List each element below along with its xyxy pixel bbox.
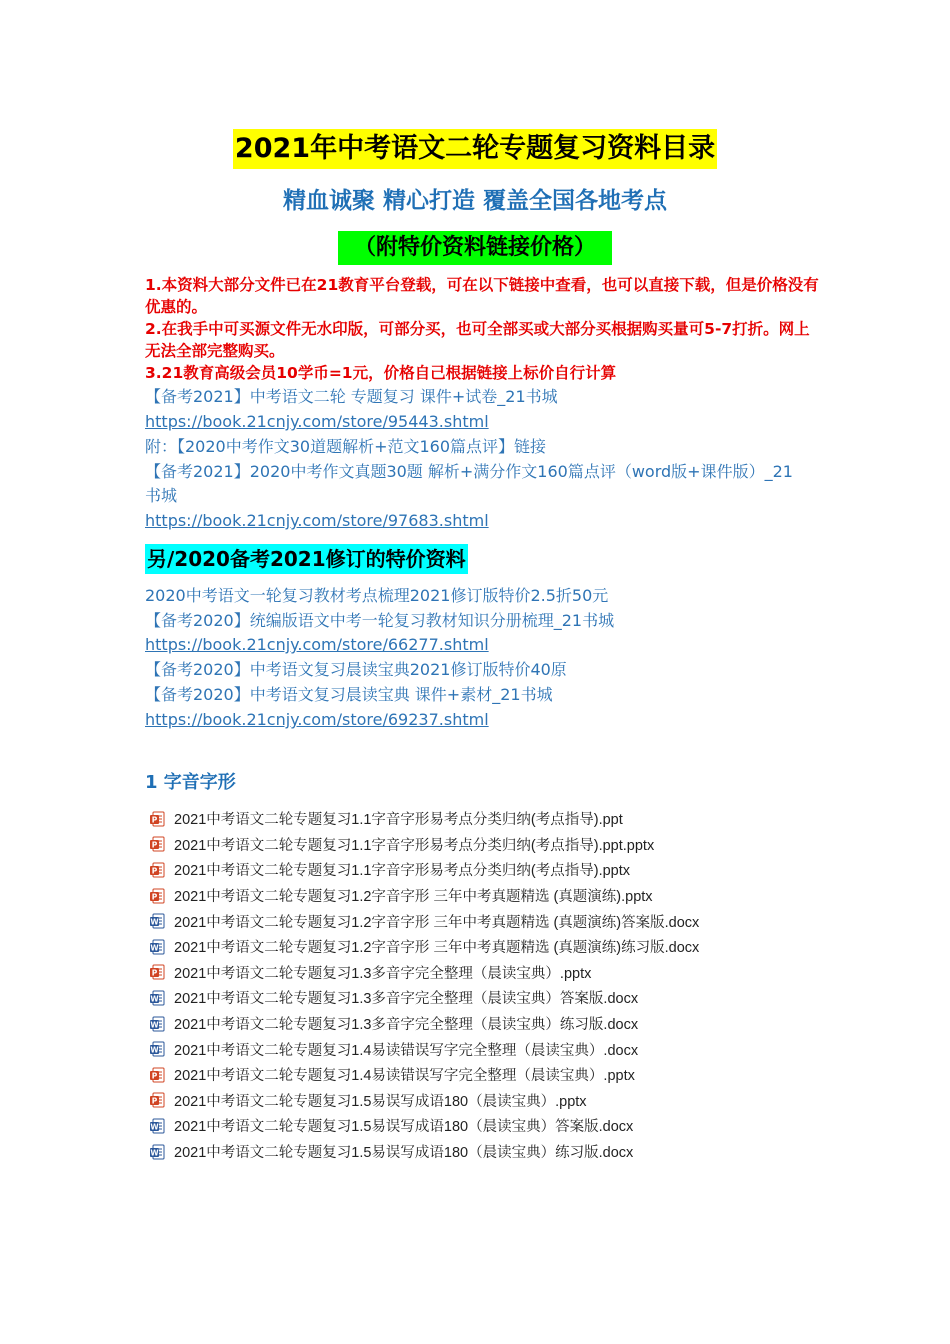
powerpoint-file-icon [149, 836, 165, 852]
file-list-item[interactable] [149, 1011, 699, 1037]
special-section-heading: 另/2020备考2021修订的特价资料 [145, 544, 468, 574]
word-file-icon [149, 913, 165, 929]
file-name: 2021中考语文二轮专题复习1.4易读错误写字完全整理（晨读宝典）.pptx [174, 1068, 635, 1085]
svg-text:P: P [151, 891, 158, 901]
svg-text:P: P [151, 1071, 158, 1081]
svg-text:W: W [150, 1122, 159, 1132]
file-list-item[interactable] [149, 908, 699, 934]
svg-text:P: P [151, 840, 158, 850]
svg-text:W: W [150, 994, 159, 1004]
file-list-item[interactable] [149, 1088, 699, 1114]
file-list-item[interactable] [149, 883, 699, 909]
word-file-icon [149, 1016, 165, 1032]
file-list-item[interactable] [149, 985, 699, 1011]
file-list-item[interactable] [149, 806, 699, 832]
file-name: 2021中考语文二轮专题复习1.2字音字形 三年中考真题精选 (真题演练)答案版.docx [174, 914, 700, 931]
file-name: 2021中考语文二轮专题复习1.3多音字完全整理（晨读宝典）练习版.docx [174, 1017, 639, 1034]
store-link-69237[interactable]: https://book.21cnjy.com/store/69237.shtml [145, 710, 489, 729]
special-line-3: 【备考2020】中考语文复习晨读宝典2021修订版特价40原 [145, 660, 567, 679]
powerpoint-file-icon [149, 888, 165, 904]
file-name: 2021中考语文二轮专题复习1.5易误写成语180（晨读宝典）.pptx [174, 1093, 587, 1110]
file-name: 2021中考语文二轮专题复习1.1字音字形易考点分类归纳(考点指导).pptx [174, 863, 631, 880]
file-name: 2021中考语文二轮专题复习1.3多音字完全整理（晨读宝典）.pptx [174, 965, 592, 982]
svg-text:W: W [150, 1019, 159, 1029]
file-list-item[interactable] [149, 1036, 699, 1062]
file-name: 2021中考语文二轮专题复习1.3多音字完全整理（晨读宝典）答案版.docx [174, 991, 639, 1008]
powerpoint-file-icon [149, 862, 165, 878]
notice-3: 3.21教育高级会员10学币=1元，价格自己根据链接上标价自行计算 [145, 364, 617, 382]
powerpoint-file-icon [149, 964, 165, 980]
title-container [0, 129, 950, 169]
file-name: 2021中考语文二轮专题复习1.2字音字形 三年中考真题精选 (真题演练).pptx [174, 889, 653, 906]
store-link-66277[interactable]: https://book.21cnjy.com/store/66277.shtml [145, 635, 489, 654]
notice-2: 2.在我手中可买源文件无水印版，可部分买，也可全部买或大部分买根据购买量可5-7打折。网上无法全部完整购买。 [145, 320, 810, 360]
section-1-title: 1 字音字形 [145, 772, 236, 793]
special-line-1: 2020中考语文一轮复习教材考点梳理2021修订版特价2.5折50元 [145, 586, 609, 605]
page-title: 2021年中考语文二轮专题复习资料目录 [233, 129, 717, 169]
store-line-1: 【备考2021】中考语文二轮 专题复习 课件+试卷_21书城 [145, 387, 558, 406]
file-list-item[interactable] [149, 1113, 699, 1139]
special-line-4: 【备考2020】中考语文复习晨读宝典 课件+素材_21书城 [145, 685, 553, 704]
powerpoint-file-icon [149, 1092, 165, 1108]
word-file-icon [149, 990, 165, 1006]
svg-text:W: W [150, 917, 159, 927]
svg-text:P: P [151, 968, 158, 978]
file-name: 2021中考语文二轮专题复习1.2字音字形 三年中考真题精选 (真题演练)练习版.docx [174, 940, 700, 957]
file-name: 2021中考语文二轮专题复习1.5易误写成语180（晨读宝典）练习版.docx [174, 1145, 634, 1162]
svg-text:P: P [151, 866, 158, 876]
special-line-2: 【备考2020】统编版语文中考一轮复习教材知识分册梳理_21书城 [145, 611, 615, 630]
file-list-item[interactable] [149, 857, 699, 883]
file-name: 2021中考语文二轮专题复习1.4易读错误写字完全整理（晨读宝典）.docx [174, 1042, 639, 1059]
file-list [149, 806, 699, 1164]
store-link-95443[interactable]: https://book.21cnjy.com/store/95443.shtml [145, 412, 489, 431]
store-line-2: 附：【2020中考作文30道题解析+范文160篇点评】链接 [145, 437, 547, 456]
word-file-icon [149, 939, 165, 955]
word-file-icon [149, 1041, 165, 1057]
file-list-item[interactable] [149, 934, 699, 960]
file-list-item[interactable] [149, 832, 699, 858]
notice-1: 1.本资料大部分文件已在21教育平台登载，可在以下链接中查看，也可以直接下载，但是价格没有优惠的。 [145, 276, 819, 316]
file-name: 2021中考语文二轮专题复习1.1字音字形易考点分类归纳(考点指导).ppt.pptx [174, 837, 655, 854]
store-line-3: 【备考2021】2020中考作文真题30题 解析+满分作文160篇点评（word版+课件版）_21书城 [145, 462, 793, 505]
word-file-icon [149, 1144, 165, 1160]
powerpoint-file-icon [149, 1067, 165, 1083]
subtitle: 精血诚聚 精心打造 覆盖全国各地考点 [282, 188, 667, 214]
word-file-icon [149, 1118, 165, 1134]
svg-text:P: P [151, 1096, 158, 1106]
file-list-item[interactable] [149, 1139, 699, 1165]
badge-container [0, 231, 950, 265]
file-list-item[interactable] [149, 960, 699, 986]
store-link-97683[interactable]: https://book.21cnjy.com/store/97683.shtml [145, 511, 489, 530]
file-list-item[interactable] [149, 1062, 699, 1088]
file-name: 2021中考语文二轮专题复习1.5易误写成语180（晨读宝典）答案版.docx [174, 1119, 634, 1136]
svg-text:W: W [150, 1147, 159, 1157]
svg-text:P: P [151, 815, 158, 825]
svg-text:W: W [150, 1045, 159, 1055]
price-link-badge: （附特价资料链接价格） [338, 231, 612, 265]
powerpoint-file-icon [149, 811, 165, 827]
file-name: 2021中考语文二轮专题复习1.1字音字形易考点分类归纳(考点指导).ppt [174, 812, 623, 829]
svg-text:W: W [150, 943, 159, 953]
